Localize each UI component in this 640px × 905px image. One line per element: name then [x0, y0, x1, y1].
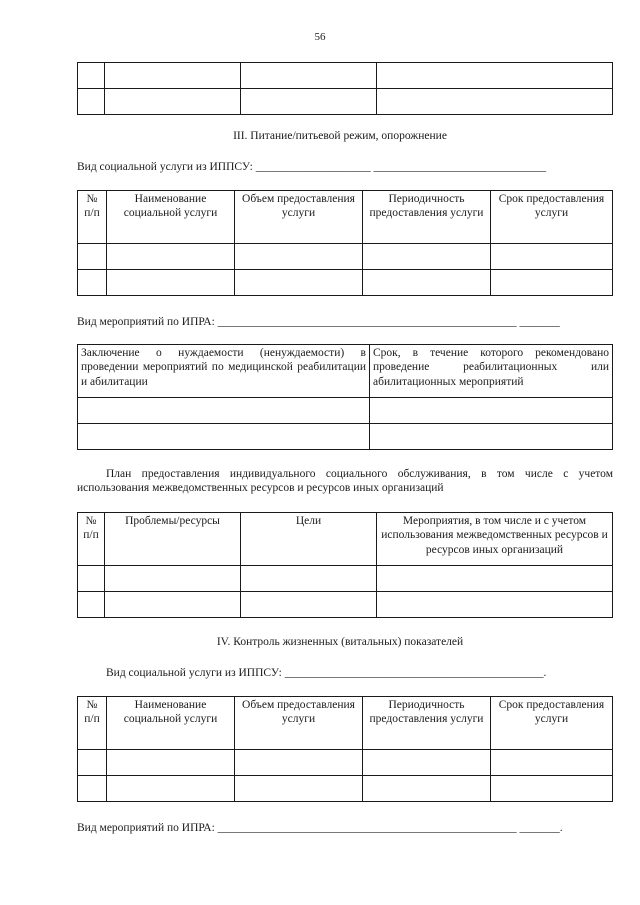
section-4-service-line[interactable]: Вид социальной услуги из ИППСУ: _____________________________________________.	[106, 667, 547, 679]
section-4-heading: IV. Контроль жизненных (витальных) показателей	[216, 636, 464, 648]
plan-paragraph: План предоставления индивидуального социального обслуживания, в том числе с учетом использования межведомственных ресурсов и ресурсов иных организаций	[77, 468, 613, 495]
table-header-row	[78, 697, 613, 750]
header-measures: Мероприятия, в том числе и с учетом использования межведомственных ресурсов и ресурсов иных организаций	[377, 513, 613, 566]
table-row	[78, 592, 613, 618]
table-row	[78, 270, 613, 296]
top-table	[77, 62, 613, 115]
header-conclusion: Заключение о нуждаемости (ненуждаемости) в проведении мероприятий по медицинской реабилитации и абилитации	[78, 345, 370, 398]
header-rehab-term: Срок, в течение которого рекомендовано проведение реабилитационных или абилитационных мероприятий	[370, 345, 613, 398]
table-row	[78, 244, 613, 270]
table-row	[78, 750, 613, 776]
header-volume: Объем предоставления услуги	[235, 697, 363, 750]
table-row	[78, 398, 613, 424]
header-number: № п/п	[78, 697, 107, 750]
conclusion-table	[77, 344, 613, 450]
table-row	[78, 63, 613, 89]
section-4-service-table	[77, 696, 613, 802]
header-term: Срок предоставления услуги	[491, 191, 613, 244]
table-row	[78, 776, 613, 802]
section-3-heading: III. Питание/питьевой режим, опорожнение	[233, 130, 447, 142]
section-3-service-table	[77, 190, 613, 296]
header-goals: Цели	[241, 513, 377, 566]
page-number: 56	[314, 31, 326, 43]
header-volume: Объем предоставления услуги	[235, 191, 363, 244]
section-4-ipra-line[interactable]: Вид мероприятий по ИПРА: ____________________________________________________ _______.	[77, 822, 563, 834]
header-service-name: Наименование социальной услуги	[107, 191, 235, 244]
table-row	[78, 566, 613, 592]
header-number: № п/п	[78, 191, 107, 244]
header-term: Срок предоставления услуги	[491, 697, 613, 750]
plan-table	[77, 512, 613, 618]
section-3-service-line[interactable]: Вид социальной услуги из ИППСУ: ____________________ ______________________________	[77, 161, 547, 173]
header-periodicity: Периодичность предоставления услуги	[363, 697, 491, 750]
table-row	[78, 424, 613, 450]
header-service-name: Наименование социальной услуги	[107, 697, 235, 750]
table-header-row	[78, 345, 613, 398]
header-number: № п/п	[78, 513, 105, 566]
section-3-ipra-line[interactable]: Вид мероприятий по ИПРА: ____________________________________________________ _______	[77, 316, 560, 328]
table-row	[78, 89, 613, 115]
header-periodicity: Периодичность предоставления услуги	[363, 191, 491, 244]
table-header-row	[78, 513, 613, 566]
table-header-row	[78, 191, 613, 244]
header-problems: Проблемы/ресурсы	[105, 513, 241, 566]
